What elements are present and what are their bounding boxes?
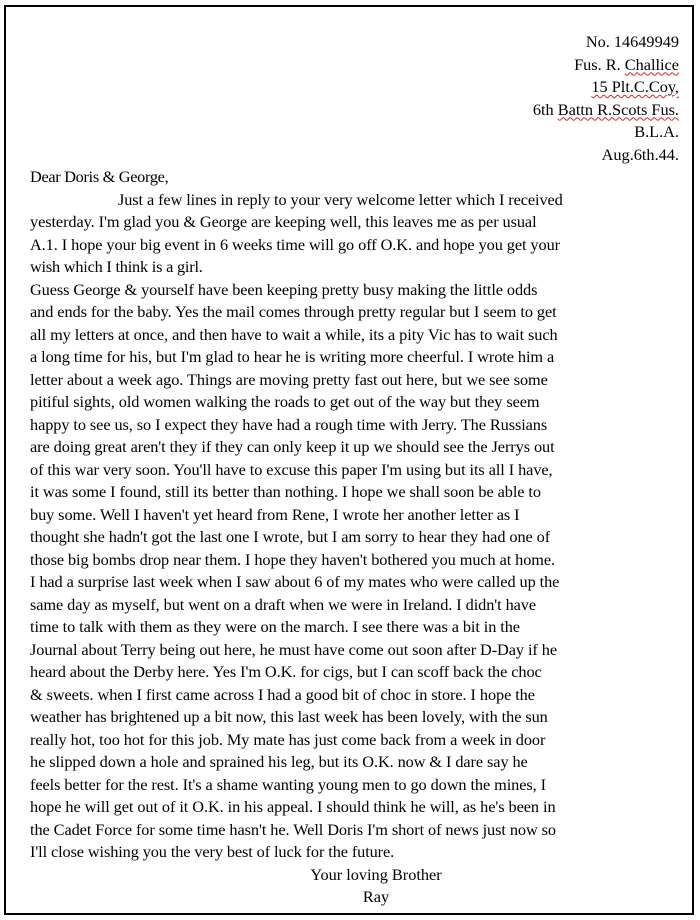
sender-platoon: 15 Plt.C.Coy, <box>591 77 679 96</box>
letter-page <box>4 5 694 915</box>
body-line: same day as myself, but went on a draft when we were in Ireland. I didn't have <box>30 594 536 614</box>
body-line: and ends for the baby. Yes the mail comes through pretty regular but I seem to get <box>30 302 557 321</box>
signature: Ray <box>362 887 390 906</box>
body-line: feels better for the rest. It's a shame wanting young men to go down the mines, I <box>30 774 547 794</box>
body-line: it was some I found, still its better than nothing. I hope we shall soon be able to <box>30 482 541 501</box>
service-number: No. 14649949 <box>585 32 679 51</box>
body-line: thought she hadn't got the last one I wrote, but I am sorry to hear they had one of <box>30 527 551 546</box>
body-line: Guess George & yourself have been keeping pretty busy making the little odds <box>30 279 538 299</box>
sender-name <box>30 54 679 77</box>
body-line: Just a few lines in reply to your very welcome letter which I received <box>118 189 563 209</box>
battalion-name: Battn R.Scots Fus. <box>557 99 679 119</box>
letter-body <box>30 189 682 864</box>
body-line: of this war very soon. You'll have to excuse this paper I'm using but its all I have, <box>30 459 553 479</box>
body-line: heard about the Derby here. Yes I'm O.K. for cigs, but I can scoff back the choc <box>30 662 542 681</box>
body-line: I had a surprise last week when I saw about 6 of my mates who were called up the <box>30 572 560 591</box>
body-line: those big bombs drop near them. I hope they haven't bothered you much at home. <box>30 549 556 569</box>
body-line: buy some. Well I haven't yet heard from Rene, I wrote her another letter as I <box>30 504 520 524</box>
body-line: & sweets. when I first came across I had a good bit of choc in store. I hope the <box>30 684 535 704</box>
battalion-prefix: 6th <box>532 99 558 119</box>
body-line: yesterday. I'm glad you & George are keeping well, this leaves me as per usual <box>30 212 537 231</box>
sender-address <box>30 31 682 166</box>
body-line: hope he will get out of it O.K. in his appeal. I should think he will, as he's been in <box>30 797 556 816</box>
body-line: weather has brightened up a bit now, this last week has been lovely, with the sun <box>30 707 548 726</box>
body-line: wish which I think is a girl. <box>30 257 203 276</box>
body-line: A.1. I hope your big event in 6 weeks time will go off O.K. and hope you get your <box>30 234 560 254</box>
body-line: a long time for his, but I'm glad to hear he is writing more cheerful. I wrote him a <box>30 347 555 366</box>
sender-force: B.L.A. <box>634 122 679 141</box>
sender-surname: Challice <box>624 54 679 74</box>
sender-battalion <box>30 99 679 122</box>
body-line: Journal about Terry being out here, he must have come out soon after D-Day if he <box>30 639 557 659</box>
body-line: pitiful sights, old women walking the roads to get out of the way but they seem <box>30 392 540 411</box>
body-line: time to talk with them as they were on the march. I see there was a bit in the <box>30 617 520 636</box>
sender-name-prefix: Fus. R. <box>574 54 625 74</box>
letter-date: Aug.6th.44. <box>601 144 679 164</box>
body-line: letter about a week ago. Things are moving pretty fast out here, but we see some <box>30 369 548 389</box>
closing: Your loving Brother <box>310 864 442 884</box>
body-line: I'll close wishing you the very best of luck for the future. <box>30 842 395 861</box>
body-line: he slipped down a hole and sprained his leg, but its O.K. now & I dare say he <box>30 752 528 771</box>
body-line: all my letters at once, and then have to wait a while, its a pity Vic has to wait such <box>30 324 558 344</box>
salutation: Dear Doris & George, <box>30 167 169 186</box>
body-line: the Cadet Force for some time hasn't he. Well Doris I'm short of news just now so <box>30 819 556 839</box>
letter-text <box>30 31 682 909</box>
body-line: really hot, too hot for this job. My mate has just come back from a week in door <box>30 729 546 749</box>
body-line: happy to see us, so I expect they have had a rough time with Jerry. The Russians <box>30 414 548 434</box>
body-line: are doing great aren't they if they can only keep it up we should see the Jerrys out <box>30 437 555 456</box>
